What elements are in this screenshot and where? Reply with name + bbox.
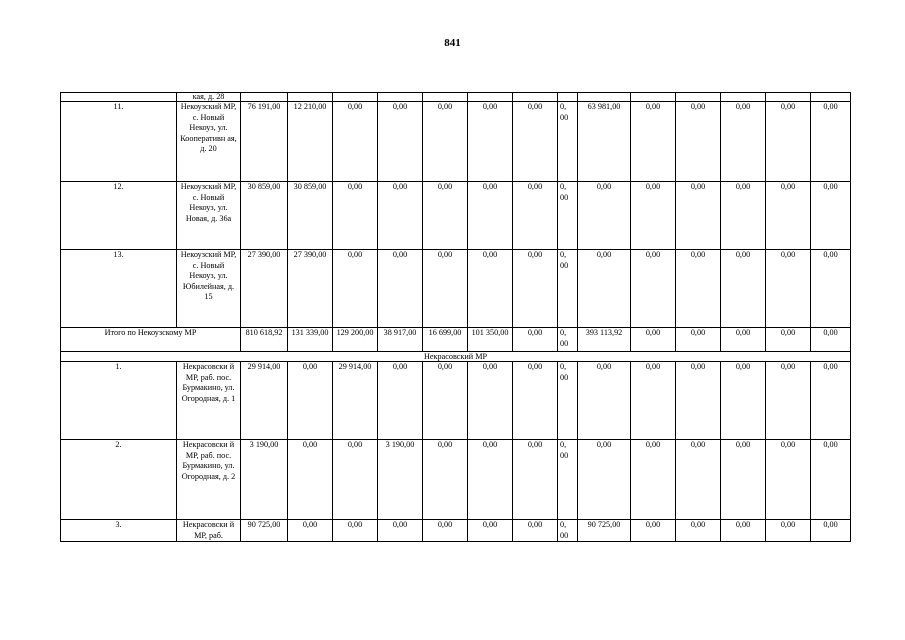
row-number: 12. xyxy=(61,182,177,250)
value-cell: 0,00 xyxy=(513,520,558,542)
value-cell: 0,00 xyxy=(468,440,513,520)
value-cell: 131 339,00 xyxy=(288,328,333,352)
value-cell: 0,00 xyxy=(766,362,811,440)
value-cell: 0, 00 xyxy=(558,182,578,250)
value-cell: 0,00 xyxy=(578,250,631,328)
value-cell: 0,00 xyxy=(378,520,423,542)
value-cell: 0,00 xyxy=(333,102,378,182)
value-cell: 0,00 xyxy=(333,182,378,250)
value-cell: 0,00 xyxy=(423,520,468,542)
row-number: 13. xyxy=(61,250,177,328)
value-cell: 0, 00 xyxy=(558,440,578,520)
value-cell: 16 699,00 xyxy=(423,328,468,352)
value-cell: 0, 00 xyxy=(558,328,578,352)
value-cell: 0, 00 xyxy=(558,102,578,182)
value-cell: 0,00 xyxy=(811,250,851,328)
value-cell: 0,00 xyxy=(578,182,631,250)
value-cell: 0, 00 xyxy=(558,520,578,542)
value-cell: 0,00 xyxy=(631,250,676,328)
address-cell: кая, д. 28 xyxy=(177,93,241,102)
value-cell: 63 981,00 xyxy=(578,102,631,182)
value-cell: 0,00 xyxy=(766,182,811,250)
value-cell: 0,00 xyxy=(468,362,513,440)
value-cell: 0,00 xyxy=(766,520,811,542)
value-cell: 0, 00 xyxy=(558,362,578,440)
value-cell: 0,00 xyxy=(721,182,766,250)
row-number: 1. xyxy=(61,362,177,440)
value-cell: 0,00 xyxy=(423,362,468,440)
value-cell: 0,00 xyxy=(288,520,333,542)
value-cell: 76 191,00 xyxy=(241,102,288,182)
value-cell: 0,00 xyxy=(513,328,558,352)
value-cell: 0,00 xyxy=(631,102,676,182)
value-cell: 38 917,00 xyxy=(378,328,423,352)
value-cell: 0,00 xyxy=(468,520,513,542)
value-cell: 0,00 xyxy=(288,440,333,520)
row-number: 3. xyxy=(61,520,177,542)
value-cell: 0,00 xyxy=(676,182,721,250)
value-cell: 0,00 xyxy=(676,520,721,542)
value-cell: 0,00 xyxy=(333,250,378,328)
value-cell: 0,00 xyxy=(766,102,811,182)
value-cell: 0,00 xyxy=(468,250,513,328)
subtotal-row xyxy=(61,328,851,352)
value-cell: 0,00 xyxy=(676,440,721,520)
table-row xyxy=(61,102,851,182)
value-cell: 393 113,92 xyxy=(578,328,631,352)
value-cell: 0,00 xyxy=(423,440,468,520)
value-cell: 0,00 xyxy=(811,328,851,352)
value-cell: 0,00 xyxy=(423,182,468,250)
page-number: 841 xyxy=(444,37,461,49)
value-cell: 0,00 xyxy=(333,520,378,542)
value-cell: 90 725,00 xyxy=(578,520,631,542)
value-cell: 3 190,00 xyxy=(241,440,288,520)
value-cell: 0,00 xyxy=(513,440,558,520)
table-row xyxy=(61,520,851,542)
value-cell: 0,00 xyxy=(631,182,676,250)
value-cell: 0,00 xyxy=(811,182,851,250)
value-cell: 0,00 xyxy=(721,362,766,440)
row-number: 2. xyxy=(61,440,177,520)
value-cell: 3 190,00 xyxy=(378,440,423,520)
value-cell: 810 618,92 xyxy=(241,328,288,352)
value-cell: 90 725,00 xyxy=(241,520,288,542)
value-cell: 0,00 xyxy=(378,102,423,182)
value-cell: 0,00 xyxy=(378,182,423,250)
value-cell: 0,00 xyxy=(513,102,558,182)
table-row xyxy=(61,362,851,440)
value-cell: 101 350,00 xyxy=(468,328,513,352)
value-cell: 0,00 xyxy=(721,102,766,182)
section-header: Некрасовский МР xyxy=(61,352,851,362)
value-cell: 0,00 xyxy=(676,328,721,352)
row-number: 11. xyxy=(61,102,177,182)
value-cell: 0,00 xyxy=(333,440,378,520)
value-cell: 27 390,00 xyxy=(288,250,333,328)
value-cell: 0,00 xyxy=(378,362,423,440)
value-cell: 0,00 xyxy=(468,102,513,182)
value-cell: 0,00 xyxy=(721,250,766,328)
value-cell: 0,00 xyxy=(811,362,851,440)
value-cell: 0,00 xyxy=(766,440,811,520)
value-cell: 0,00 xyxy=(676,250,721,328)
address-cell: Некоузский МР, с. Новый Некоуз, ул. Кооперативн ая, д. 20 xyxy=(177,102,241,182)
value-cell: 12 210,00 xyxy=(288,102,333,182)
value-cell: 0,00 xyxy=(811,102,851,182)
value-cell: 0,00 xyxy=(676,102,721,182)
section-header-row xyxy=(61,352,851,362)
value-cell: 0,00 xyxy=(423,102,468,182)
value-cell: 0,00 xyxy=(676,362,721,440)
value-cell: 0,00 xyxy=(631,520,676,542)
value-cell: 0,00 xyxy=(468,182,513,250)
address-cell: Некрасовски й МР, раб. пос. Бурмакино, ул. Огородная, д. 1 xyxy=(177,362,241,440)
value-cell: 29 914,00 xyxy=(241,362,288,440)
value-cell: 29 914,00 xyxy=(333,362,378,440)
value-cell: 0,00 xyxy=(766,250,811,328)
value-cell: 0,00 xyxy=(631,440,676,520)
table-row xyxy=(61,440,851,520)
value-cell: 0,00 xyxy=(811,520,851,542)
value-cell: 0,00 xyxy=(721,520,766,542)
value-cell: 0, 00 xyxy=(558,250,578,328)
address-cell: Некоузский МР, с. Новый Некоуз, ул. Новая, д. 36а xyxy=(177,182,241,250)
value-cell: 0,00 xyxy=(378,250,423,328)
address-cell: Некрасовски й МР, раб. пос. Бурмакино, ул. Огородная, д. 2 xyxy=(177,440,241,520)
value-cell: 0,00 xyxy=(631,328,676,352)
value-cell: 0,00 xyxy=(811,440,851,520)
value-cell: 0,00 xyxy=(288,362,333,440)
value-cell: 0,00 xyxy=(578,362,631,440)
address-cell: Некоузский МР, с. Новый Некоуз, ул. Юбилейная, д. 15 xyxy=(177,250,241,328)
value-cell: 0,00 xyxy=(423,250,468,328)
value-cell: 0,00 xyxy=(721,328,766,352)
table-row xyxy=(61,250,851,328)
value-cell: 30 859,00 xyxy=(288,182,333,250)
value-cell: 0,00 xyxy=(513,182,558,250)
value-cell: 129 200,00 xyxy=(333,328,378,352)
table-row xyxy=(61,182,851,250)
value-cell: 0,00 xyxy=(513,362,558,440)
value-cell: 0,00 xyxy=(766,328,811,352)
table-row xyxy=(61,93,851,102)
value-cell: 27 390,00 xyxy=(241,250,288,328)
address-cell: Некрасовски й МР, раб. xyxy=(177,520,241,542)
value-cell: 0,00 xyxy=(578,440,631,520)
value-cell: 0,00 xyxy=(631,362,676,440)
data-table xyxy=(60,92,851,542)
value-cell: 0,00 xyxy=(513,250,558,328)
subtotal-label: Итого по Некоузскому МР xyxy=(61,328,241,352)
value-cell: 0,00 xyxy=(721,440,766,520)
value-cell: 30 859,00 xyxy=(241,182,288,250)
